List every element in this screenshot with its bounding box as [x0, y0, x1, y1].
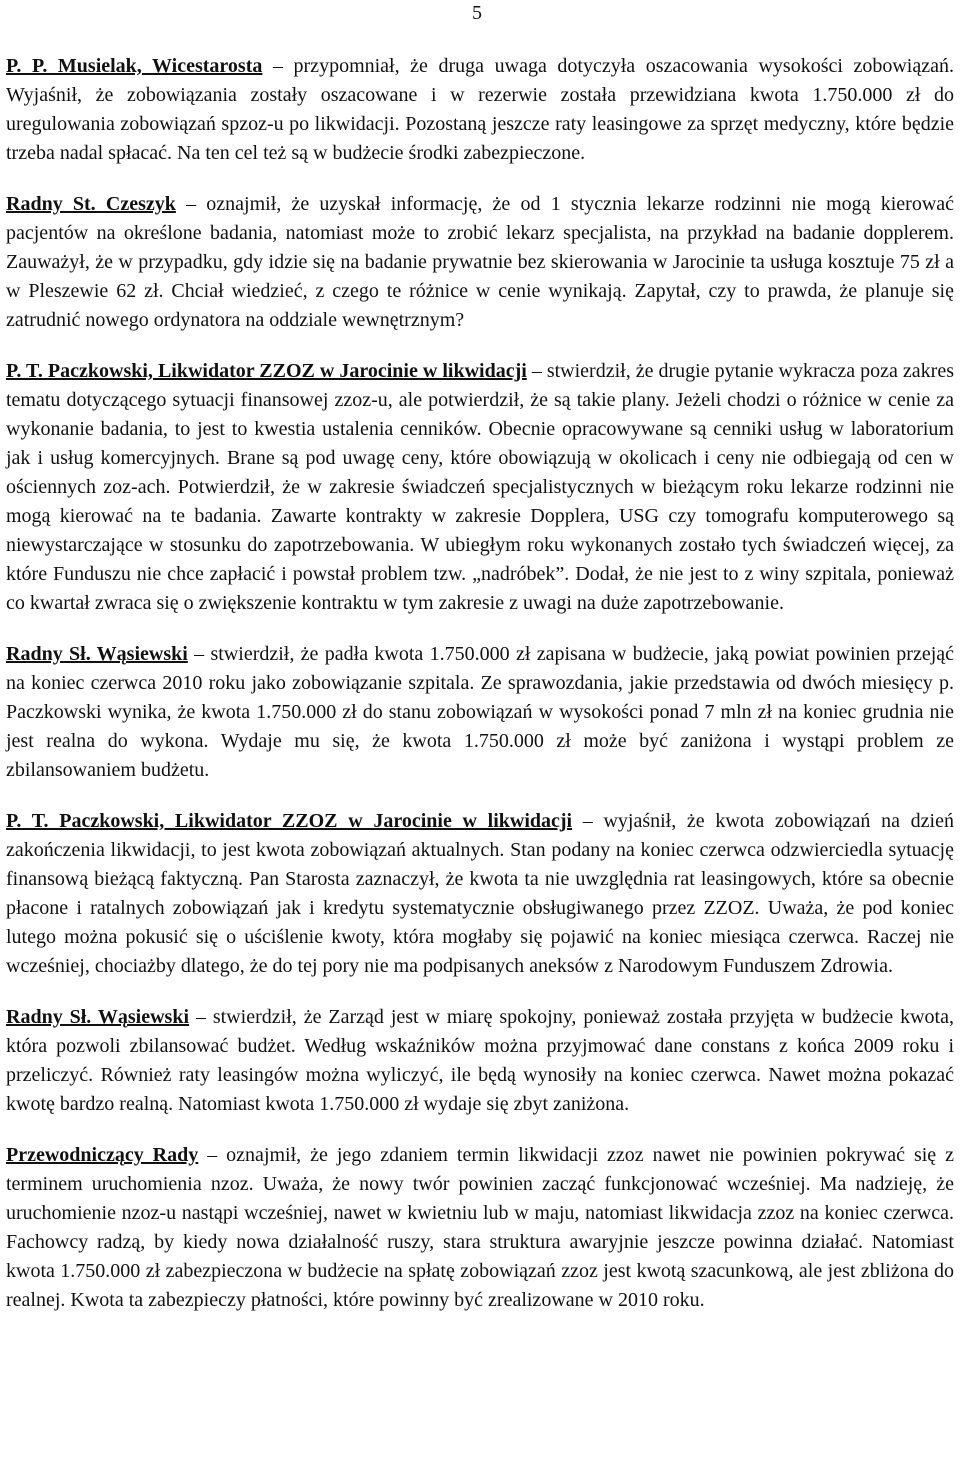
paragraph-4: [6, 640, 954, 785]
speaker-name: P. T. Paczkowski, Likwidator ZZOZ w Jarocinie w likwidacji: [6, 810, 573, 832]
paragraph-text: – wyjaśnił, że kwota zobowiązań na dzień zakończenia likwidacji, to jest kwota zobowiązań aktualnych. Stan podany na koniec czerwca odzwierciedla sytuację finansową bieżącą faktyczną. Pan Starosta zaznaczył, że kwota ta nie uwzględnia rat leasingowych, które sa obecnie płacone i ratalnych zobowiązań jak i kredytu systematycznie obsługiwanego przez ZZOZ. Uważa, że pod koniec lutego można pokusić się o uściślenie kwoty, która mogłaby się pojawić na koniec miesiąca czerwca. Raczej nie wcześniej, chociażby dlatego, że do tej pory nie ma podpisanych aneksów z Narodowym Funduszem Zdrowia.: [6, 810, 954, 977]
paragraph-text: – stwierdził, że drugie pytanie wykracza poza zakres tematu dotyczącego sytuacji finansowej zzoz-u, ale potwierdził, że są takie plany. Jeżeli chodzi o różnice w cenie za wykonanie badania, to jest to kwestia ustalenia cenników. Obecnie opracowywane są cenniki usług w laboratorium jak i usług komercyjnych. Brane są pod uwagę ceny, które obowiązują w okolicach i ceny nie odbiegają od cen w ościennych zoz-ach. Potwierdził, że w zakresie świadczeń specjalistycznych w bieżącym roku lekarze rodzinni nie mogą kierować na te badania. Zawarte kontrakty w zakresie Dopplera, USG czy tomografu komputerowego są niewystarczające w stosunku do zapotrzebowania. W ubiegłym roku wykonanych zostało tych świadczeń więcej, za które Funduszu nie chce zapłacić i powstał problem tzw. „nadróbek”. Dodał, że nie jest to z winy szpitala, ponieważ co kwartał zwraca się o zwiększenie kontraktu w tym zakresie z uwagi na duże zapotrzebowanie.: [6, 360, 954, 614]
speaker-name: Radny St. Czeszyk: [6, 193, 176, 215]
speaker-name: Przewodniczący Rady: [6, 1144, 199, 1166]
paragraph-text: – oznajmił, że uzyskał informację, że od 1 stycznia lekarze rodzinni nie mogą kierować pacjentów na określone badania, natomiast może to zrobić lekarz specjalista, na przykład na badanie dopplerem. Zauważył, że w przypadku, gdy idzie się na badanie prywatnie bez skierowania w Jarocinie ta usługa kosztuje 75 zł a w Pleszewie 62 zł. Chciał wiedzieć, z czego te różnice w cenie wynikają. Zapytał, czy to prawda, że planuje się zatrudnić nowego ordynatora na oddziale wewnętrznym?: [6, 193, 955, 331]
paragraph-text: – stwierdził, że Zarząd jest w miarę spokojny, ponieważ została przyjęta w budżecie kwota, która pozwoli zbilansować budżet. Według wskaźników można przyjmować dane constans z końca 2009 roku i przeliczyć. Również raty leasingów można wyliczyć, ile będą wynosiły na koniec czerwca. Nawet można pokazać kwotę bardzo realną. Natomiast kwota 1.750.000 zł wydaje się zbyt zaniżona.: [6, 1006, 954, 1115]
paragraph-text: – stwierdził, że padła kwota 1.750.000 zł zapisana w budżecie, jaką powiat powinien przejąć na koniec czerwca 2010 roku jako zobowiązanie szpitala. Ze sprawozdania, jakie przedstawia od dwóch miesięcy p. Paczkowski wynika, że kwota 1.750.000 zł do stanu zobowiązań w wysokości ponad 7 mln zł na koniec grudnia nie jest realna do wykona. Wydaje mu się, że kwota 1.750.000 zł może być zaniżona i wystąpi problem ze zbilansowaniem budżetu.: [6, 643, 955, 781]
paragraph-7: [6, 1141, 954, 1315]
page-number: 5: [472, 2, 482, 24]
paragraph-3: [6, 357, 954, 618]
speaker-name: P. P. Musielak, Wicestarosta: [6, 55, 263, 77]
paragraph-text: – oznajmił, że jego zdaniem termin likwidacji zzoz nawet nie powinien pokrywać się z terminem uruchomienia nzoz. Uważa, że nowy twór powinien zacząć funkcjonować wcześniej. Ma nadzieję, że uruchomienie nzoz-u nastąpi wcześniej, nawet w kwietniu lub w maju, natomiast likwidacja zzoz na koniec czerwca. Fachowcy radzą, by kiedy nowa działalność ruszy, stara struktura awaryjnie jeszcze powinna działać. Natomiast kwota 1.750.000 zł zabezpieczona w budżecie na spłatę zobowiązań zzoz jest kwotą szacunkową, ale jest zbliżona do realnej. Kwota ta zabezpieczy płatności, które powinny być zrealizowane w 2010 roku.: [6, 1144, 954, 1311]
paragraph-2: [6, 190, 954, 335]
speaker-name: Radny Sł. Wąsiewski: [6, 1006, 190, 1028]
document-body: [6, 52, 954, 1337]
paragraph-6: [6, 1003, 954, 1119]
paragraph-5: [6, 807, 954, 981]
paragraph-1: [6, 52, 954, 168]
speaker-name: P. T. Paczkowski, Likwidator ZZOZ w Jarocinie w likwidacji: [6, 360, 527, 382]
speaker-name: Radny Sł. Wąsiewski: [6, 643, 188, 665]
paragraph-text: – przypomniał, że druga uwaga dotyczyła oszacowania wysokości zobowiązań. Wyjaśnił, że zobowiązania zostały oszacowane i w rezerwie została przewidziana kwota 1.750.000 zł do uregulowania zobowiązań spzoz-u po likwidacji. Pozostaną jeszcze raty leasingowe za sprzęt medyczny, które będzie trzeba nadal spłacać. Na ten cel też są w budżecie środki zabezpieczone.: [6, 55, 954, 164]
